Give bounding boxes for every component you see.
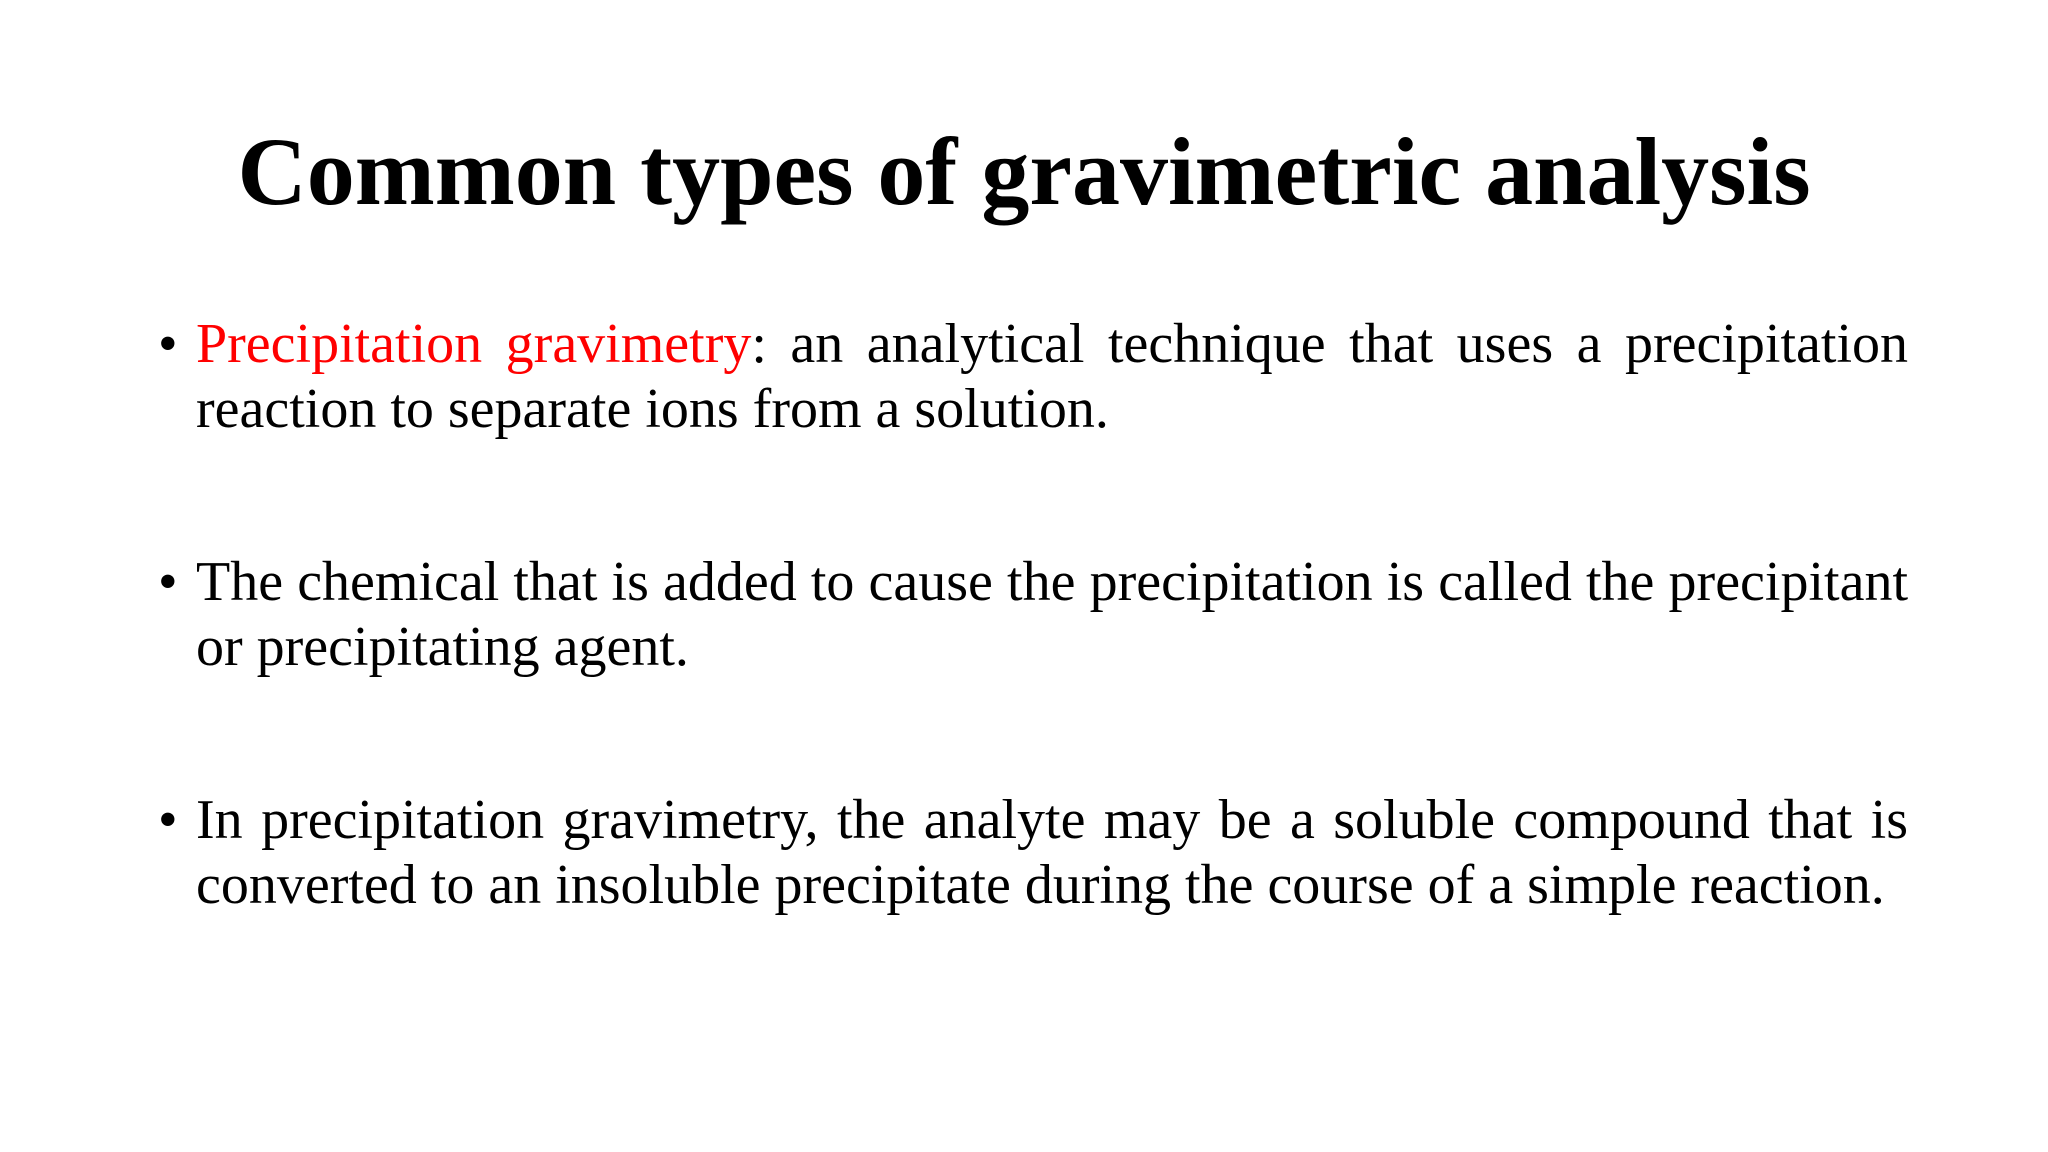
bullet-list xyxy=(158,312,1908,918)
bullet-text: In precipitation gravimetry, the analyte may be a soluble compound that is converted to an insoluble precipitate during the course of a simple reaction. xyxy=(196,789,1908,916)
bullet-text: The chemical that is added to cause the precipitation is called the precipitant or precipitating agent. xyxy=(196,551,1908,678)
bullet-item-precipitation-gravimetry xyxy=(158,312,1908,442)
bullet-item-analyte xyxy=(158,788,1908,918)
slide-title: Common types of gravimetric analysis xyxy=(237,118,1811,225)
bullet-marker: • xyxy=(158,789,178,851)
highlighted-term: Precipitation gravimetry xyxy=(196,313,752,375)
bullet-item-precipitant xyxy=(158,550,1908,680)
bullet-marker: • xyxy=(158,551,178,613)
bullet-text: : an analytical technique that uses a precipitation reaction to separate ions from a solution. xyxy=(196,313,1908,440)
bullet-marker: • xyxy=(158,313,178,375)
